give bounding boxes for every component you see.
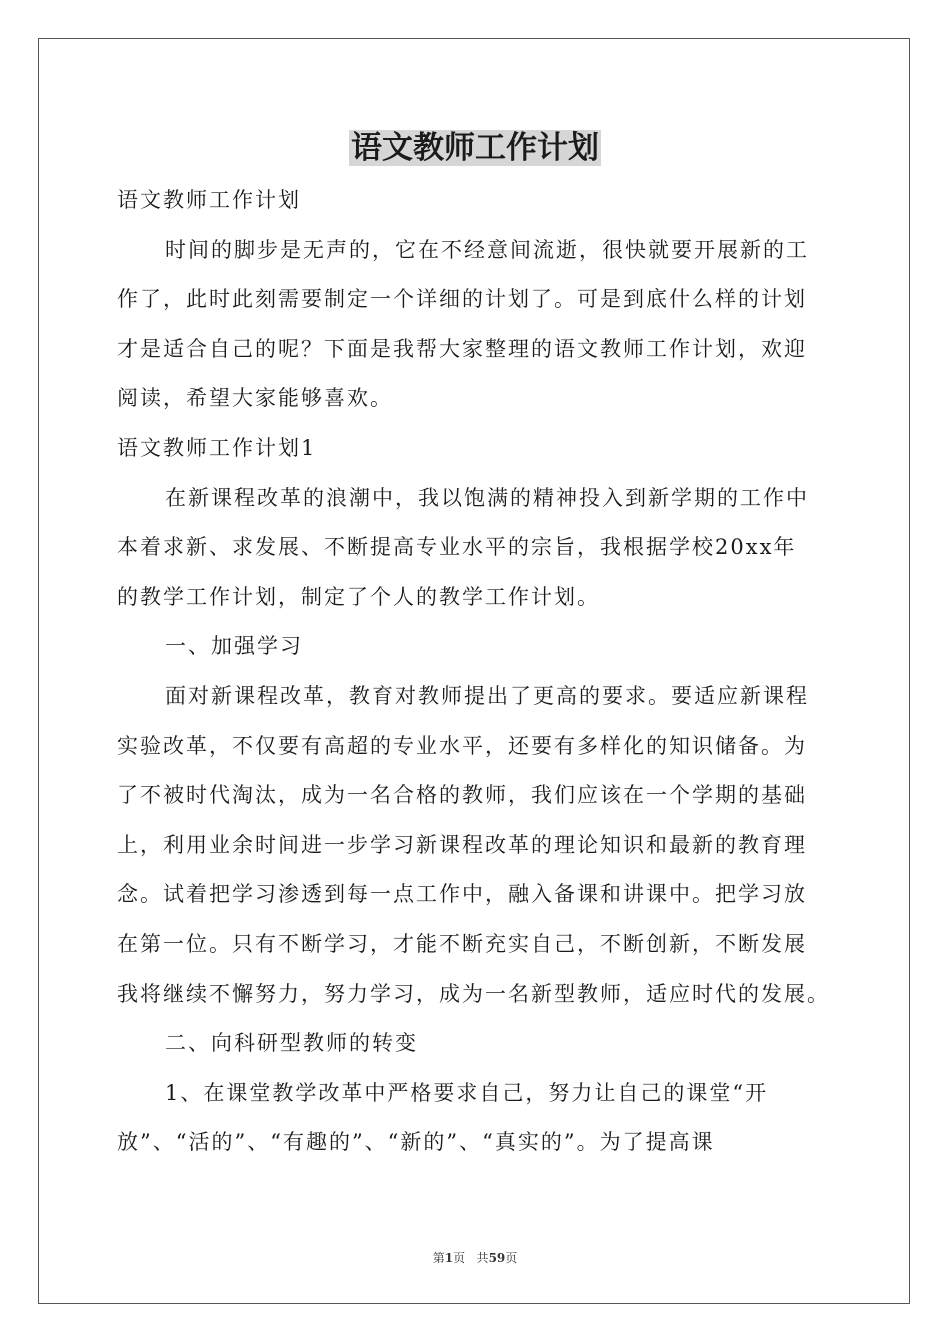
subsection-heading: 一、加强学习 <box>165 634 303 659</box>
footer-total-prefix: 共 <box>476 1251 489 1265</box>
body-line: 才是适合自己的呢？下面是我帮大家整理的语文教师工作计划，欢迎 <box>117 336 807 361</box>
subsection-heading: 二、向科研型教师的转变 <box>165 1031 418 1056</box>
footer-page-unit: 页 <box>453 1251 466 1265</box>
body-line: 语文教师工作计划 <box>117 188 301 212</box>
body-line: 我将继续不懈努力，努力学习，成为一名新型教师，适应时代的发展。 <box>117 981 830 1006</box>
footer-total-pages: 59 <box>488 1251 506 1265</box>
body-line: 了不被时代淘汰，成为一名合格的教师，我们应该在一个学期的基础 <box>117 783 807 808</box>
body-line: 1、在课堂教学改革中严格要求自己，努力让自己的课堂“开 <box>165 1080 769 1105</box>
body-line: 面对新课程改革，教育对教师提出了更高的要求。要适应新课程 <box>165 683 809 708</box>
body-line: 本着求新、求发展、不断提高专业水平的宗旨，我根据学校20xx年 <box>117 535 797 560</box>
body-line: 在第一位。只有不断学习，才能不断充实自己，不断创新，不断发展 <box>117 931 807 956</box>
body-line: 上，利用业余时间进一步学习新课程改革的理论知识和最新的教育理 <box>117 832 807 857</box>
document-body <box>117 176 837 1168</box>
body-line: 作了，此时此刻需要制定一个详细的计划了。可是到底什么样的计划 <box>117 287 807 312</box>
footer-prefix: 第 <box>432 1251 445 1265</box>
body-line: 念。试着把学习渗透到每一点工作中，融入备课和讲课中。把学习放 <box>117 882 807 907</box>
document-title <box>0 128 950 168</box>
footer-total-unit: 页 <box>505 1251 518 1265</box>
body-line: 在新课程改革的浪潮中，我以饱满的精神投入到新学期的工作中 <box>165 485 809 510</box>
body-line: 的教学工作计划，制定了个人的教学工作计划。 <box>117 584 600 609</box>
footer-current-page: 1 <box>444 1251 454 1265</box>
body-line: 时间的脚步是无声的，它在不经意间流逝，很快就要开展新的工 <box>165 237 809 262</box>
page-footer <box>0 1249 950 1266</box>
body-line: 放”、“活的”、“有趣的”、“新的”、“真实的”。为了提高课 <box>117 1130 715 1155</box>
body-line: 实验改革，不仅要有高超的专业水平，还要有多样化的知识储备。为 <box>117 733 807 758</box>
section-heading: 语文教师工作计划1 <box>117 435 317 460</box>
document-title-text: 语文教师工作计划 <box>351 130 599 166</box>
body-line: 阅读，希望大家能够喜欢。 <box>117 386 393 411</box>
